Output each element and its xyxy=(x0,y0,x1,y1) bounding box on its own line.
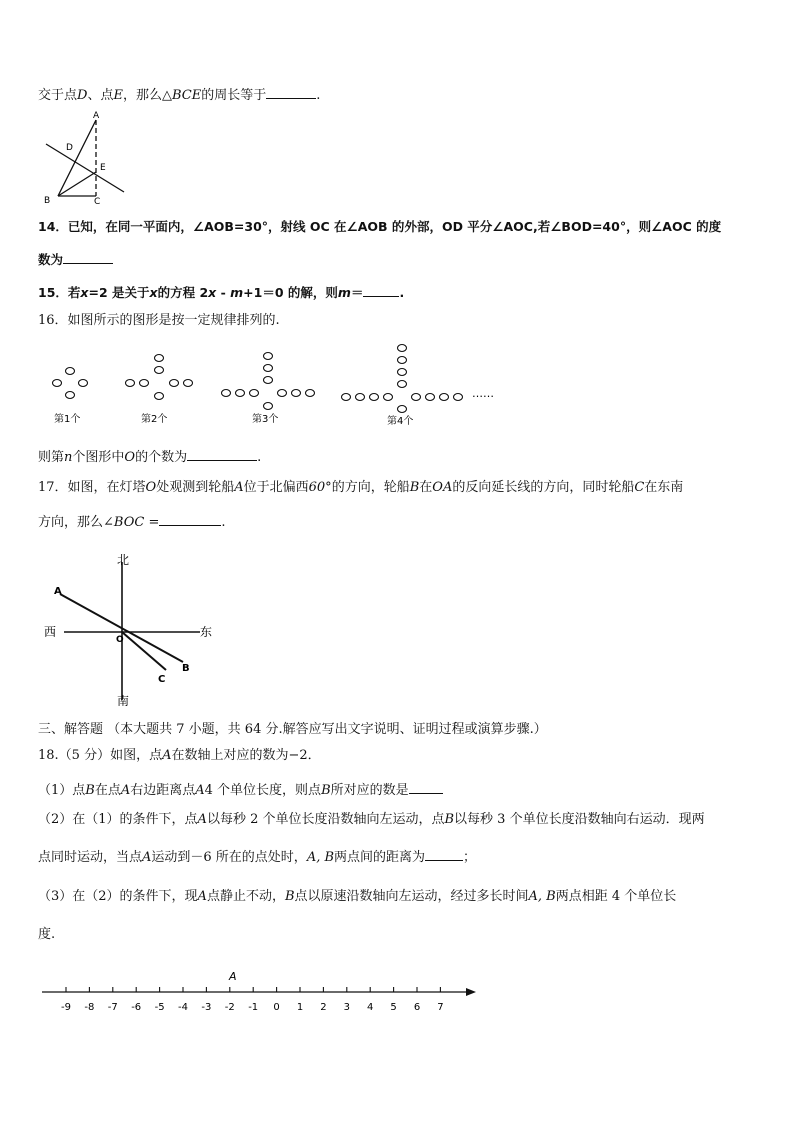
label-east: 东 xyxy=(200,625,213,639)
tick-label: 0 xyxy=(273,1002,280,1013)
q15: 15．若x=2 是关于x的方程 2x - m+1＝0 的解，则m＝ . xyxy=(38,282,404,302)
tick-label: 6 xyxy=(413,1002,421,1013)
label-b: B xyxy=(182,663,190,674)
answer-blank[interactable] xyxy=(363,282,399,297)
answer-blank[interactable] xyxy=(409,779,443,794)
answer-blank[interactable] xyxy=(266,84,316,99)
label-north: 北 xyxy=(117,553,130,567)
tick-label: 5 xyxy=(390,1002,397,1013)
q18-head: 18.（5 分）如图，点A在数轴上对应的数为−2． xyxy=(38,748,321,763)
ray-oc xyxy=(122,632,166,670)
tick-label: 2 xyxy=(320,1002,327,1013)
section-3-heading: 三、解答题 （本大题共 7 小题，共 64 分.解答应写出文字说明、证明过程或演算步骤.） xyxy=(38,722,547,737)
q14-line1: 14．已知，在同一平面内，∠AOB=30°，射线 OC 在∠AOB 的外部，OD 平分∠AOC,若∠BOD=40°，则∠AOC 的度 xyxy=(38,219,722,234)
label-e: E xyxy=(100,163,106,173)
caption-4: 第4个 xyxy=(387,416,414,427)
circle-pattern-figure xyxy=(38,340,508,432)
q17-line1: 17．如图，在灯塔O处观测到轮船A位于北偏西60°的方向，轮船B在OA的反向延长线的方向，同时轮船C在东南 xyxy=(38,480,684,495)
point-a-label: A xyxy=(229,970,237,983)
q13-tail: 交于点D、点E，那么△BCE的周长等于 . xyxy=(38,84,320,105)
ellipsis: …… xyxy=(472,387,494,400)
q16-text: 16．如图所示的图形是按一定规律排列的. xyxy=(38,313,280,328)
label-c: C xyxy=(94,197,101,206)
tick-label: -8 xyxy=(84,1002,95,1013)
tick-label: 4 xyxy=(367,1002,374,1013)
perpendicular-bisector xyxy=(46,144,124,192)
q18-part3-line2: 度. xyxy=(38,927,56,942)
tick-label: -9 xyxy=(61,1002,71,1013)
tick-label: 1 xyxy=(296,1002,304,1013)
tick-label: -2 xyxy=(224,1002,235,1013)
compass-figure xyxy=(38,552,223,707)
caption-1: 第1个 xyxy=(54,414,81,425)
q18-part1: （1）点B在点A右边距离点A4 个单位长度，则点B所对应的数是 xyxy=(38,779,443,800)
answer-blank[interactable] xyxy=(63,249,113,264)
q17-line2: 方向，那么∠BOC = . xyxy=(38,511,225,532)
tick-label: 7 xyxy=(437,1002,444,1013)
label-b: B xyxy=(44,196,51,206)
tick-label: -7 xyxy=(107,1002,118,1013)
q18-part2-line1: （2）在（1）的条件下，点A以每秒 2 个单位长度沿数轴向左运动，点B以每秒 3 个单位长度沿数轴向右运动．现两 xyxy=(38,812,705,827)
label-west: 西 xyxy=(44,625,57,639)
tick-label: -1 xyxy=(248,1002,259,1013)
tick-label: -6 xyxy=(131,1002,142,1013)
label-c: C xyxy=(158,674,166,685)
tick-label: 3 xyxy=(343,1002,350,1013)
number-line xyxy=(38,968,483,1018)
tick-label: -4 xyxy=(178,1002,188,1013)
label-south: 南 xyxy=(117,694,130,707)
answer-blank[interactable] xyxy=(159,511,221,526)
triangle-figure xyxy=(38,108,138,206)
label-a: A xyxy=(93,111,100,121)
q18-part3-line1: （3）在（2）的条件下，现A点静止不动，B点以原速沿数轴向左运动，经过多长时间A, B两点相距 4 个单位长 xyxy=(38,889,677,904)
q16-answer: 则第n个图形中O的个数为 . xyxy=(38,446,261,467)
q18-part2-line2: 点同时运动，当点A运动到－6 所在的点处时，A, B两点间的距离为 ； xyxy=(38,846,476,867)
label-d: D xyxy=(66,143,73,153)
answer-blank[interactable] xyxy=(425,846,463,861)
arrow-right-icon xyxy=(466,988,476,996)
answer-blank[interactable] xyxy=(187,446,257,461)
label-o: O xyxy=(116,635,124,645)
label-a: A xyxy=(54,586,62,597)
caption-2: 第2个 xyxy=(141,414,168,425)
tick-label: -3 xyxy=(201,1002,212,1013)
caption-3: 第3个 xyxy=(252,414,279,425)
q14-line2: 数为 xyxy=(38,249,113,269)
tick-label: -5 xyxy=(154,1002,165,1013)
